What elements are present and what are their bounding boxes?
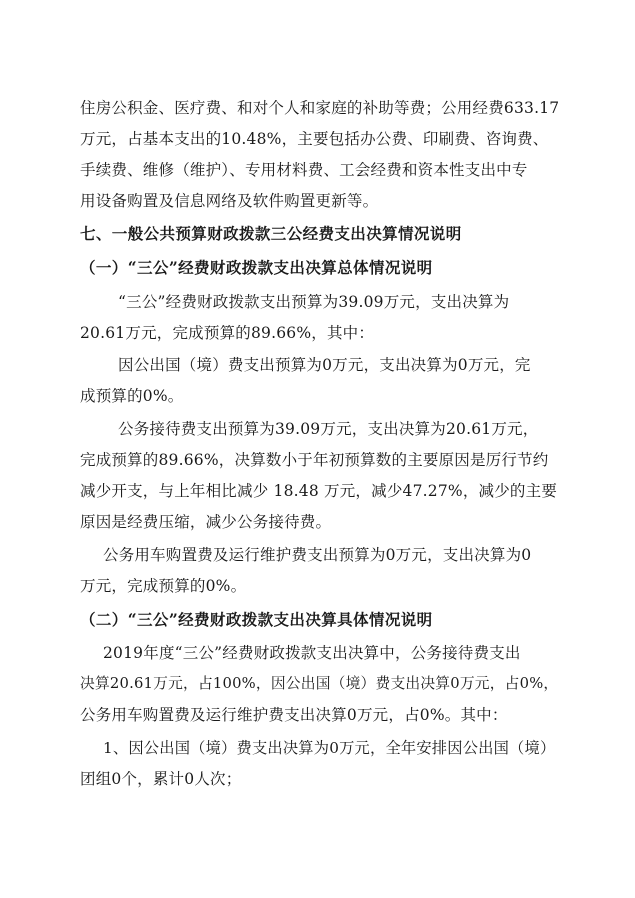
text-line: 因公出国（境）费支出预算为0万元，支出决算为0万元，完: [118, 356, 531, 374]
text-line: 原因是经费压缩，减少公务接待费。: [80, 513, 332, 531]
section-heading: 七、一般公共预算财政拨款三公经费支出决算情况说明: [80, 224, 462, 243]
text-line: 住房公积金、医疗费、和对个人和家庭的补助等费；公用经费633.17: [80, 99, 560, 117]
text-line: 万元，占基本支出的10.48%，主要包括办公费、印刷费、咨询费、: [80, 130, 549, 148]
text-line: 公务用车购置费及运行维护费支出决算0万元，占0%。其中：: [80, 706, 508, 724]
text-line: 团组0个，累计0人次；: [80, 770, 242, 788]
text-line: 完成预算的89.66%，决算数小于年初预算数的主要原因是厉行节约: [80, 451, 549, 469]
text-line: 成预算的0%。: [80, 387, 184, 405]
text-line: 公务接待费支出预算为39.09万元，支出决算为20.61万元，: [118, 420, 539, 438]
text-line: 20.61万元，完成预算的89.66%，其中：: [80, 324, 375, 342]
text-line: 2019年度“三公”经费财政拨款支出决算中，公务接待费支出: [103, 644, 521, 662]
text-line: 减少开支，与上年相比减少 18.48 万元，减少47.27%，减少的主要: [80, 482, 558, 500]
subsection-heading: （二）“三公”经费财政拨款支出决算具体情况说明: [80, 610, 433, 629]
subsection-heading: （一）“三公”经费财政拨款支出决算总体情况说明: [80, 258, 433, 277]
text-line: 1、因公出国（境）费支出决算为0万元，全年安排因公出国（境）: [103, 739, 556, 757]
text-line: 用设备购置及信息网络及软件购置更新等。: [80, 192, 379, 210]
text-line: 公务用车购置费及运行维护费支出预算为0万元，支出决算为0: [103, 546, 532, 564]
text-line: “三公”经费财政拨款支出预算为39.09万元，支出决算为: [118, 293, 510, 311]
text-line: 手续费、维修（维护）、专用材料费、工会经费和资本性支出中专: [80, 161, 528, 179]
text-line: 决算20.61万元，占100%，因公出国（境）费支出决算0万元，占0%，: [80, 675, 559, 692]
text-line: 万元，完成预算的0%。: [80, 577, 247, 595]
